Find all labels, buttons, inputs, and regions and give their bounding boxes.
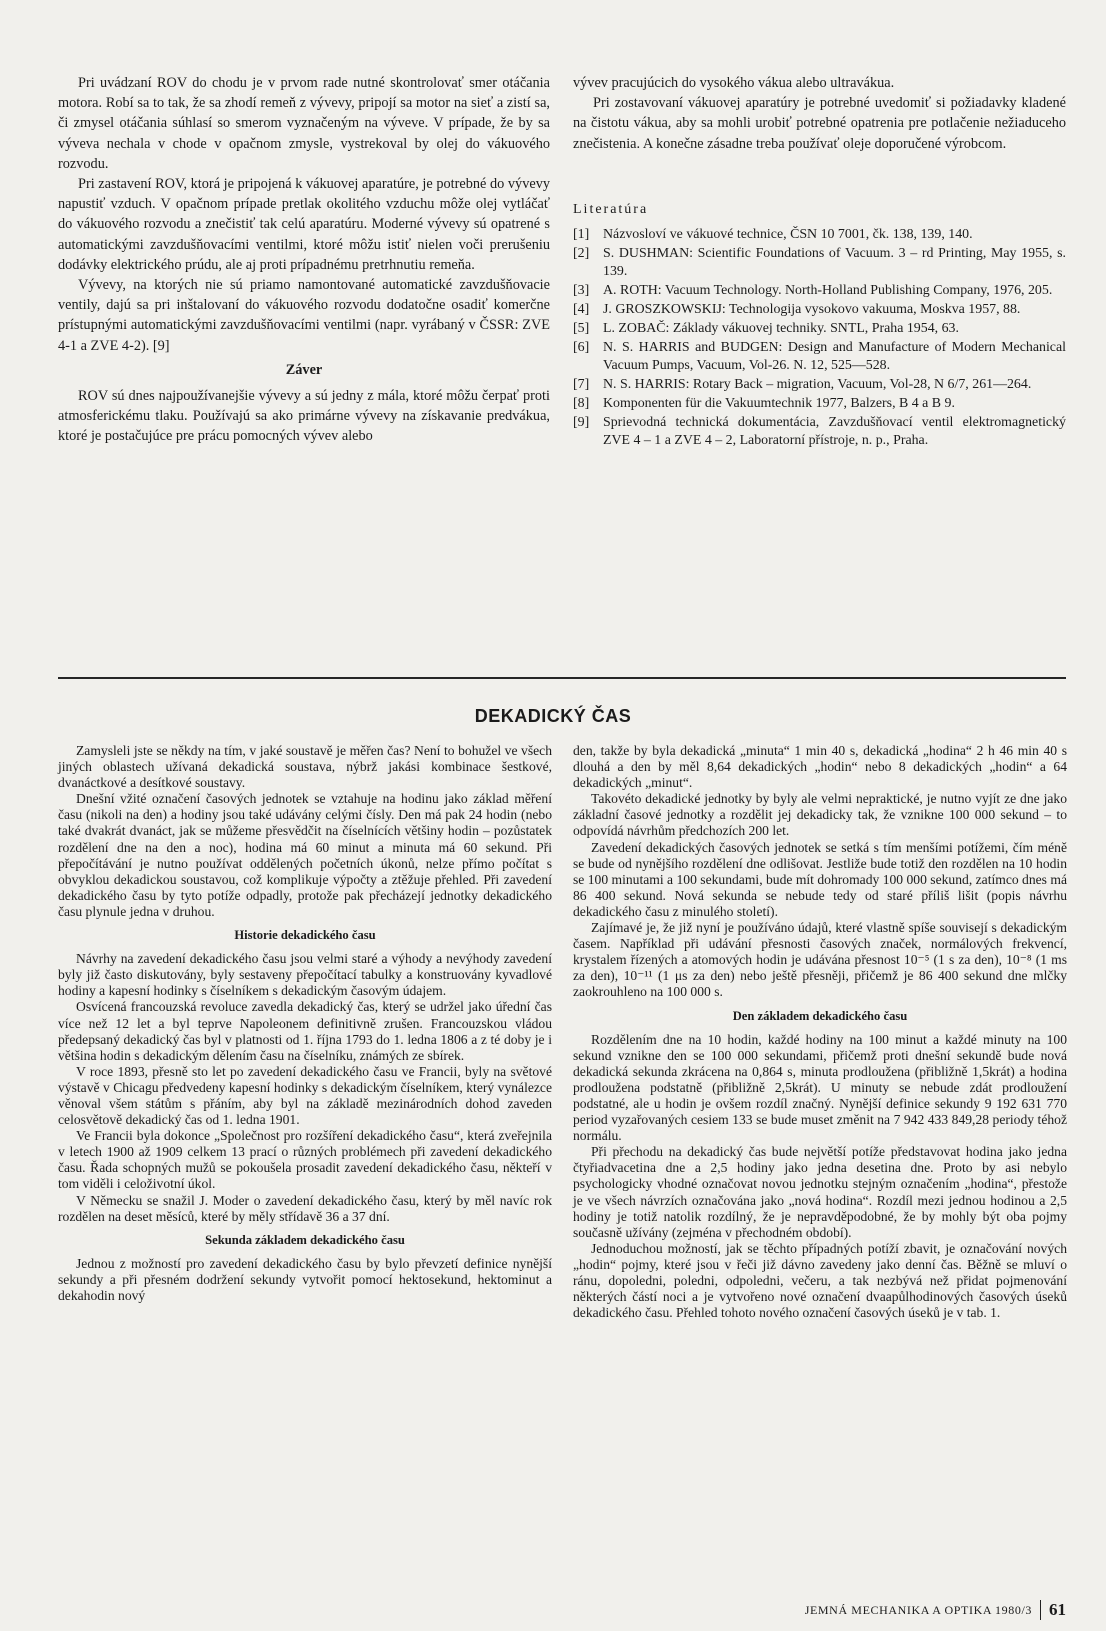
reference-item (573, 245, 1066, 280)
reference-text: L. ZOBAČ: Základy vákuovej techniky. SNTL, Praha 1954, 63. (603, 320, 959, 336)
reference-text: Názvosloví ve vákuové technice, ČSN 10 7001, čk. 138, 139, 140. (603, 227, 973, 243)
paragraph: Pri zastavení ROV, ktorá je pripojená k vákuovej aparatúre, je potrebné do vývevy napustiť vzduch. V opačnom prípade pretlak okolitého vzduchu môže olej vytláčať do vákuového rozvodu a znečistiť tak celú aparatúru. Moderné vývevy sú opatrené s automatickými zavzdušňovacími ventilmi, ktoré môžu istiť nielen voči prerušeniu dodávky elektrického prúdu, ale aj proti prípadnému pretrhnutiu remeňa. (58, 176, 550, 273)
upper-left-column (58, 73, 550, 447)
reference-number: [3] (573, 282, 590, 298)
reference-item (573, 282, 1066, 300)
section-heading-historie: Historie dekadického času (234, 928, 376, 943)
page-footer (805, 1600, 1066, 1620)
paragraph: Pri uvádzaní ROV do chodu je v prvom rade nutné skontrolovať smer otáčania motora. Robí sa to tak, že sa zhodí remeň z vývevy, pripojí sa motor na sieť a zistí sa, či zmysel otáčania súhlasí so smerom vyznačeným na výveve. V prípade, že by sa výveva nechala v chode v opačnom zmysle, vystrekoval by olej do vákuového rozvodu. (58, 75, 550, 172)
paragraph: vývev pracujúcich do vysokého vákua alebo ultravákua. (573, 75, 895, 91)
section-heading-literatura: Literatúra (573, 201, 649, 217)
reference-number: [7] (573, 376, 590, 392)
paragraph: Vývevy, na ktorých nie sú priamo namontované automatické zavzdušňovacie ventily, dajú sa pri inštalovaní do vákuového rozvodu dodatočne osadiť komerčne prístupnými automatickými zavzdušňovacími ventilmi (napr. vyrábaný v ČSSR: ZVE 4-1 a ZVE 4-2). [9] (58, 277, 550, 354)
reference-item (573, 339, 1066, 374)
reference-text: A. ROTH: Vacuum Technology. North-Holland Publishing Company, 1976, 205. (603, 282, 1053, 298)
journal-name: JEMNÁ MECHANIKA A OPTIKA 1980/3 (804, 1602, 1032, 1617)
article-title: DEKADICKÝ ČAS (474, 706, 632, 726)
reference-item (573, 414, 1066, 449)
reference-number: [8] (573, 395, 590, 411)
section-heading-den: Den základem dekadického času (732, 1008, 908, 1023)
reference-text: S. DUSHMAN: Scientific Foundations of Vacuum. 3 – rd Printing, May 1955, s. 139. (603, 246, 1066, 279)
reference-item (573, 395, 1066, 413)
reference-item (573, 226, 1066, 244)
upper-right-column (573, 73, 1066, 451)
paragraph: den, takže by byla dekadická „minuta“ 1 min 40 s, dekadická „hodina“ 2 h 46 min 40 s dlouhá a den by měl 8,64 dekadických „hodin“ nebo 8 dekadických „hodin“ a 64 dekadických „minut“. (573, 743, 1067, 791)
lower-left-column (58, 743, 552, 1304)
paragraph: Při přechodu na dekadický čas bude největší potíže představovat hodina jako jedna čtyřiadvacetina dne a 2,5 hodiny jako jedna desetina dne. Proto by asi nebylo psychologicky vhodné označovat novou jednotku stejným označením „hodina“, přestože je ve všech návrzích označována jako „nová hodina“. Rozdíl mezi jednou hodinou a 2,5 hodiny je totiž natolik rozdílný, že je nepravděpodobné, že by mohly být oba pojmy současně užívány (zejména v přechodném období). (573, 1144, 1067, 1240)
footer-separator (1040, 1600, 1041, 1620)
reference-item (573, 301, 1066, 319)
reference-text: Komponenten für die Vakuumtechnik 1977, Balzers, B 4 a B 9. (603, 395, 955, 411)
reference-number: [4] (573, 301, 590, 317)
paragraph: Zamysleli jste se někdy na tím, v jaké soustavě je měřen čas? Není to bohužel ve všech jiných oblastech užívaná dekadická soustava, nýbrž jakási kombinace šestkové, dvanáctkové a desítkové soustavy. (58, 743, 552, 791)
reference-text: J. GROSZKOWSKIJ: Technologija vysokovo vakuuma, Moskva 1957, 88. (603, 301, 1021, 317)
reference-text: N. S. HARRIS: Rotary Back – migration, Vacuum, Vol-28, N 6/7, 261—264. (603, 376, 1032, 392)
paragraph: Jednou z možností pro zavedení dekadického času by bylo převzetí definice nynější sekundy a při přesném dodržení sekundy vytvořit pomocí hektosekund, hektominut a dekahodin nový (58, 1255, 552, 1303)
reference-number: [5] (573, 320, 590, 336)
paragraph: Jednoduchou možností, jak se těchto případných potíží zbavit, je označování nových „hodin“ pojmy, které jsou v řeči již dávno zavedeny jako denní čas. Běžně se mluví o ránu, dopoledni, poledni, odpoledni, večeru, a tak nezbývá než přidat pojmenování některých částí noci a je vytvořeno nové označení dvaapůlhodinových časových úseků dekadického času. Přehled tohoto nového označení časových úseků je v tab. 1. (573, 1240, 1067, 1321)
section-heading-sekunda: Sekunda základem dekadického času (205, 1232, 405, 1247)
reference-item (573, 376, 1066, 394)
paragraph: Návrhy na zavedení dekadického času jsou velmi staré a výhody a nevýhody zavedení byly již často diskutovány, byly sestaveny přepočítací tabulky a konstruovány kyvadlové hodiny a kapesní hodinky s číselníkem s dekadickým časovým údajem. (58, 951, 552, 999)
paragraph: Takovéto dekadické jednotky by byly ale velmi nepraktické, je nutno vyjít ze dne jako základní časové jednotky a rozdělit jej dekadicky tak, že vznikne 100 000 sekund – to odpovídá návrhům předchozích 200 let. (573, 791, 1067, 839)
paragraph: Pri zostavovaní vákuovej aparatúry je potrebné uvedomiť si požiadavky kladené na čistotu vákua, aby sa mohli urobiť potrebné opatrenia pre potlačenie nežiaduceho znečistenia. A konečne zásadne treba používať oleje doporučené výrobcom. (573, 95, 1066, 152)
paragraph: V Německu se snažil J. Moder o zavedení dekadického času, který by měl navíc rok rozdělen na deset měsíců, které by měly střídavě 36 a 37 dní. (58, 1192, 552, 1224)
section-divider (58, 677, 1066, 679)
paragraph: Zavedení dekadických časových jednotek se setká s tím menšími potížemi, čím méně se bude od nynějšího rozdělení dne odlišovat. Jestliže bude totiž den rozdělen na 10 hodin se 100 minutami a 100 sekundami, bude mít dohromady 100 000 sekund, zatímco dnes má 86 400 sekund. Nová sekunda se nebude tedy od staré příliš lišit (popis návrhu dekadického času z minulého století). (573, 839, 1067, 919)
section-heading-zaver: Záver (285, 361, 323, 378)
paragraph: Dnešní vžité označení časových jednotek se vztahuje na hodinu jako základ měření času (nikoli na den) a hodiny jsou také udávány celými čísly. Den má pak 24 hodin (nebo také dvakrát dvanáct, jak se můžeme přesvědčit na číselnících většiny hodin – pozůstatek rozdělení dne na den a noc), hodina má 60 minut a minuta má 60 sekund. Při přepočítávání je nutno používat oddělených početních úkonů, nelze přímo počítat s obvyklou dekadickou soustavou, což komplikuje výpočty a ztěžuje přehled. Při zavedení dekadického času by tyto potíže odpadly, protože pak přecházejí jednotky dekadického času plynule jedna v druhou. (58, 791, 552, 919)
reference-text: Sprievodná technická dokumentácia, Zavzdušňovací ventil elektromagnetický ZVE 4 – 1 a ZVE 4 – 2, Laboratorní přístroje, n. p., Praha. (603, 414, 1066, 448)
reference-number: [1] (573, 227, 590, 243)
paragraph: Osvícená francouzská revoluce zavedla dekadický čas, který se udržel jako úřední čas více než 12 let a byl teprve Napoleonem definitivně zrušen. Francouzskou vládou předepsaný dekadický čas byl v platnosti od 1. října 1793 do 1. ledna 1806 a z té doby je i většina hodin s dekadickým dělením času na číselníku, známých ze sbírek. (58, 999, 552, 1063)
reference-text: N. S. HARRIS and BUDGEN: Design and Manufacture of Modern Mechanical Vacuum Pumps, Vacuum, Vol-26. N. 12, 525—528. (603, 340, 1066, 373)
paragraph: ROV sú dnes najpoužívanejšie vývevy a sú jedny z mála, ktoré môžu čerpať proti atmosferickému tlaku. Používajú sa ako primárne vývevy na získavanie predvákua, ktoré je postačujúce pre prácu pomocných vývev alebo (58, 388, 550, 445)
paragraph: V roce 1893, přesně sto let po zavedení dekadického času ve Francii, byly na světové výstavě v Chicagu předvedeny kapesní hodinky s dekadickým číselníkem, který vynálezce věnoval všem státům s přáním, aby byl na základě mezinárodních dohod zaveden celosvětově dekadický čas od 1. ledna 1901. (58, 1063, 552, 1128)
reference-list (573, 226, 1066, 449)
paragraph: Ve Francii byla dokonce „Společnost pro rozšíření dekadického času“, která zveřejnila v letech 1900 až 1909 celkem 13 prací o různých problémech při zavedení dekadického času. Řada schopných mužů se pokoušela prosadit zavedení dekadického času, někteří v tom viděli i celoživotní úkol. (58, 1128, 552, 1192)
reference-number: [9] (573, 414, 590, 430)
paragraph: Zajímavé je, že již nyní je používáno údajů, které vlastně spíše souvisejí s dekadickým časem. Například při udávání přesnosti časových značek, normálových frekvencí, krystalem řízených a atomových hodin je udávána přesnost 10⁻⁵ (1 s za den), 10⁻⁸ (1 ms za den), 10⁻¹¹ (1 μs za den) nebo ještě přesněji, přičemž je 86 400 sekund dne mlčky zaokrouhleno na 100 000 s. (573, 920, 1067, 1000)
page-number: 61 (1049, 1600, 1066, 1619)
lower-right-column (573, 743, 1067, 1321)
paragraph: Rozdělením dne na 10 hodin, každé hodiny na 100 minut a každé minuty na 100 sekund vznikne den se 100 000 sekundami, přičemž proti dnešní sekundě bude nová dekadická sekunda zkrácena na 0,864 s, minuta prodloužena (přibližně 1,5krát) a hodina prodloužena podstatně (přibližně 2,5krát). U minuty se nebude zdát prodloužení podstatné, ale u hodin je ovšem rozdíl značný. Nynější definice sekundy 9 192 631 770 period vyzařovaných cesiem 133 se bude muset změnit na 7 942 433 849,28 periody téhož normálu. (573, 1031, 1067, 1144)
reference-number: [2] (573, 246, 590, 262)
reference-number: [6] (573, 340, 590, 356)
reference-item (573, 320, 1066, 338)
